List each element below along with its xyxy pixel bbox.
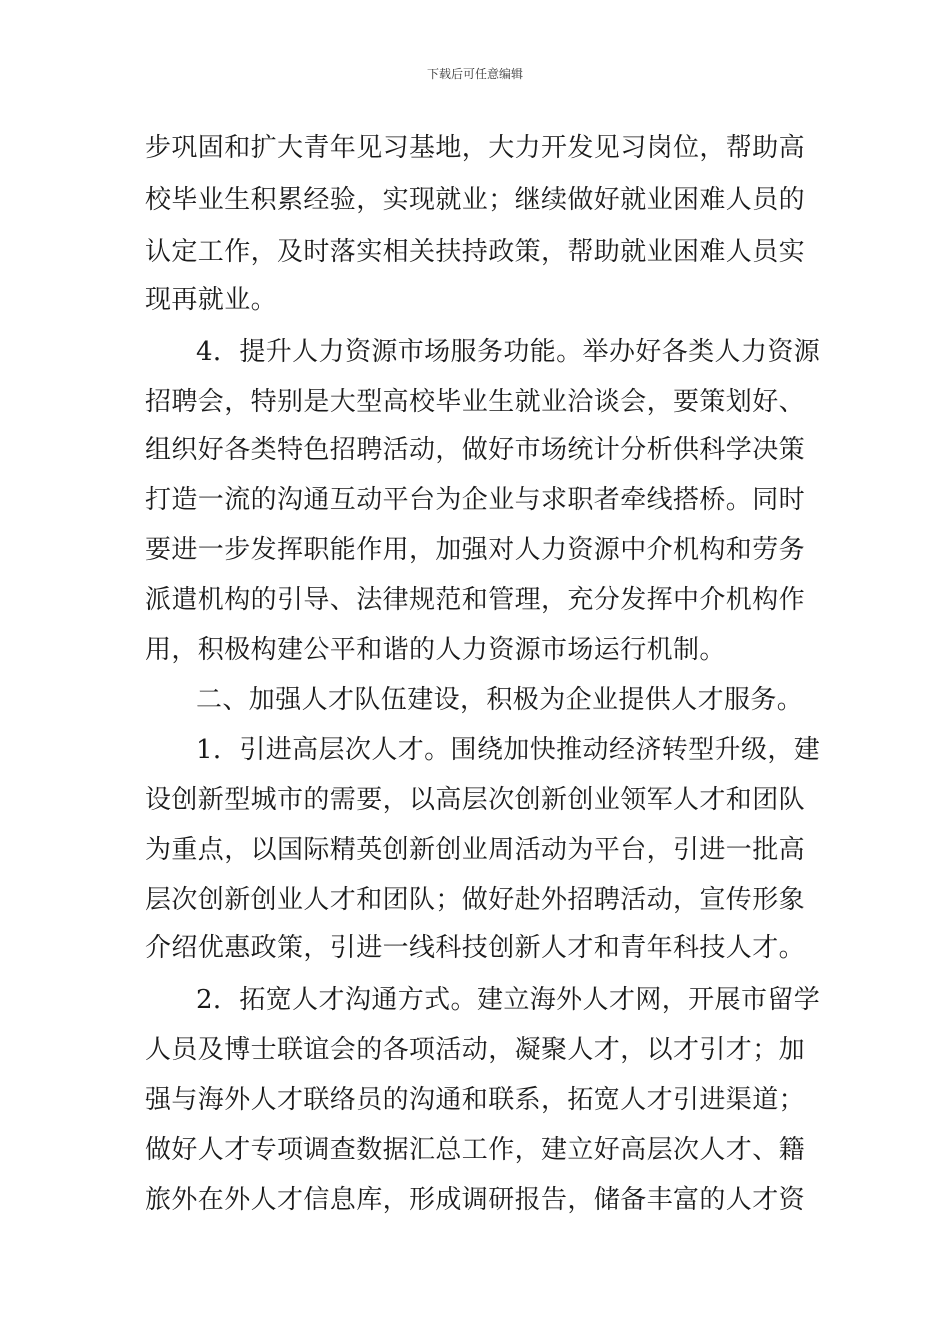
body-line: 强与海外人才联络员的沟通和联系，拓宽人才引进渠道；: [145, 1085, 806, 1115]
body-line: 为重点，以国际精英创新创业周活动为平台，引进一批高: [145, 835, 806, 865]
list-item-4-line: 4．提升人力资源市场服务功能。举办好各类人力资源: [196, 337, 821, 367]
body-line: 人员及博士联谊会的各项活动，凝聚人才，以才引才；加: [145, 1035, 806, 1065]
body-line: 认定工作，及时落实相关扶持政策，帮助就业困难人员实: [145, 237, 806, 267]
page-header: 下载后可任意编辑: [426, 67, 523, 81]
body-line: 步巩固和扩大青年见习基地，大力开发见习岗位，帮助高: [145, 133, 806, 163]
body-line: 设创新型城市的需要，以高层次创新创业领军人才和团队: [145, 785, 806, 815]
body-line: 介绍优惠政策，引进一线科技创新人才和青年科技人才。: [145, 933, 806, 963]
section-heading: 二、加强人才队伍建设，积极为企业提供人才服务。: [196, 685, 804, 715]
body-line: 招聘会，特别是大型高校毕业生就业洽谈会，要策划好、: [145, 387, 806, 417]
body-line: 做好人才专项调查数据汇总工作，建立好高层次人才、籍: [145, 1135, 806, 1165]
body-line: 现再就业。: [145, 285, 278, 315]
body-line: 层次创新创业人才和团队；做好赴外招聘活动，宣传形象: [145, 885, 806, 915]
list-item-1-line: 1．引进高层次人才。围绕加快推动经济转型升级，建: [196, 735, 821, 765]
body-line: 打造一流的沟通互动平台为企业与求职者牵线搭桥。同时: [145, 485, 806, 515]
body-line: 用，积极构建公平和谐的人力资源市场运行机制。: [145, 635, 726, 665]
list-item-2-line: 2．拓宽人才沟通方式。建立海外人才网，开展市留学: [196, 985, 821, 1015]
body-line: 组织好各类特色招聘活动，做好市场统计分析供科学决策: [145, 435, 806, 465]
body-line: 校毕业生积累经验，实现就业；继续做好就业困难人员的: [145, 185, 806, 215]
body-line: 要进一步发挥职能作用，加强对人力资源中介机构和劳务: [145, 535, 806, 565]
body-line: 派遣机构的引导、法律规范和管理，充分发挥中介机构作: [145, 585, 806, 615]
body-line: 旅外在外人才信息库，形成调研报告，储备丰富的人才资: [145, 1185, 806, 1215]
